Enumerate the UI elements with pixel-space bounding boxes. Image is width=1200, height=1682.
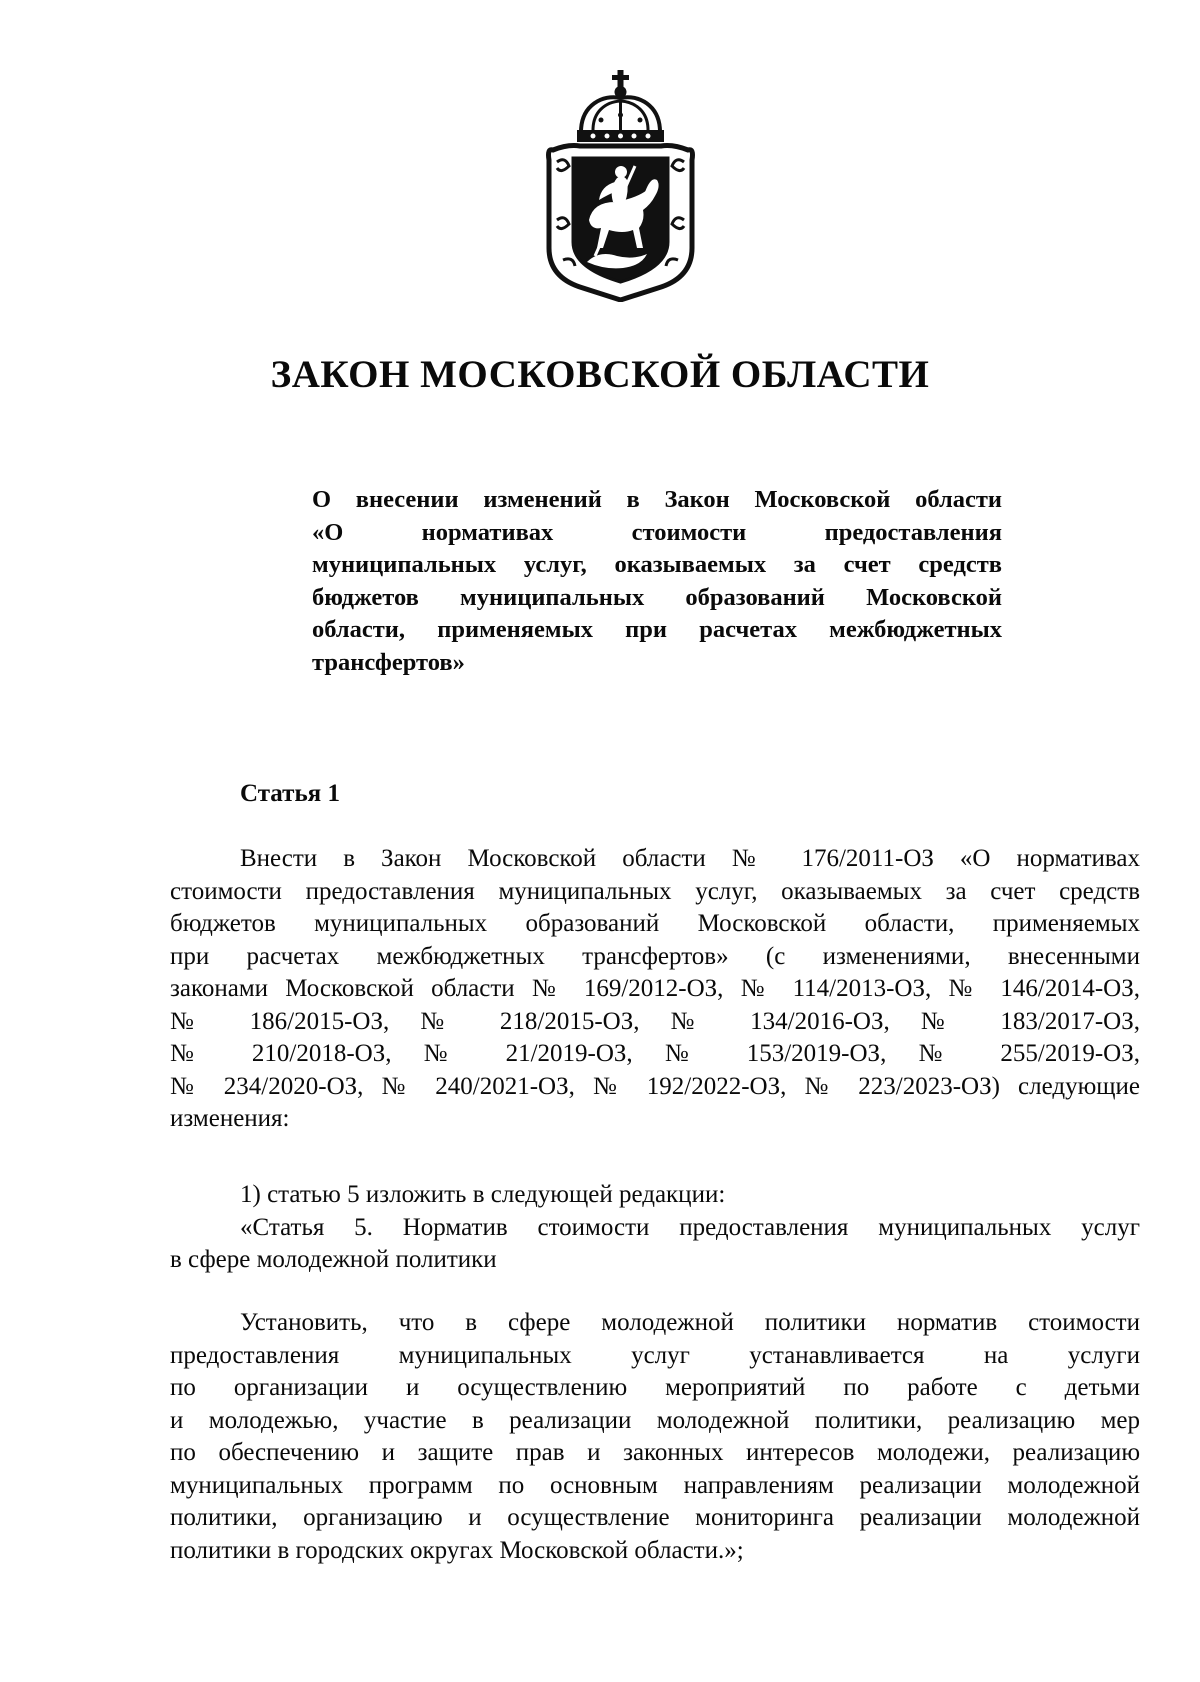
- paragraph-line: муниципальных программ по основным направлениям реализации молодежной: [170, 1471, 1140, 1499]
- article-paragraph-amendments: [170, 843, 1140, 1136]
- subtitle-line: муниципальных услуг, оказываемых за счет средств: [312, 551, 1002, 578]
- paragraph-line: и молодежью, участие в реализации молодежной политики, реализацию мер: [170, 1406, 1140, 1434]
- law-title: ЗАКОН МОСКОВСКОЙ ОБЛАСТИ: [270, 353, 930, 396]
- paragraph-line: предоставления муниципальных услуг устанавливается на услуги: [170, 1341, 1140, 1369]
- article-item-1: [170, 1179, 1140, 1277]
- paragraph-line: № 234/2020-ОЗ, № 240/2021-ОЗ, № 192/2022-ОЗ, № 223/2023-ОЗ) следующие: [170, 1072, 1140, 1100]
- paragraph-line: № 210/2018-ОЗ, № 21/2019-ОЗ, № 153/2019-ОЗ, № 255/2019-ОЗ,: [170, 1040, 1140, 1067]
- paragraph-line: «Статья 5. Норматив стоимости предоставления муниципальных услуг: [240, 1213, 1140, 1241]
- paragraph-line: стоимости предоставления муниципальных услуг, оказываемых за счет средств: [170, 877, 1140, 905]
- article-5-text: [170, 1307, 1140, 1567]
- paragraph-line: в сфере молодежной политики: [170, 1246, 497, 1273]
- paragraph-line: при расчетах межбюджетных трансфертов» (с изменениями, внесенными: [170, 942, 1140, 970]
- subtitle-line: «О нормативах стоимости предоставления: [312, 518, 1002, 546]
- paragraph-line: политики, организацию и осуществление мониторинга реализации молодежной: [170, 1504, 1140, 1531]
- paragraph-line: по организации и осуществлению мероприятий по работе с детьми: [170, 1374, 1140, 1401]
- paragraph-line: Внести в Закон Московской области № 176/2011-ОЗ «О нормативах: [240, 845, 1140, 872]
- law-subtitle: [312, 484, 1002, 679]
- paragraph-line: бюджетов муниципальных образований Московской области, применяемых: [170, 910, 1140, 937]
- subtitle-line: бюджетов муниципальных образований Московской: [312, 583, 1002, 611]
- article-heading: Статья 1: [240, 780, 340, 807]
- paragraph-line: по обеспечению и защите прав и законных интересов молодежи, реализацию: [170, 1439, 1140, 1466]
- subtitle-line: области, применяемых при расчетах межбюджетных: [312, 616, 1002, 643]
- subtitle-line: О внесении изменений в Закон Московской области: [312, 486, 1002, 513]
- paragraph-line: Установить, что в сфере молодежной политики норматив стоимости: [240, 1309, 1140, 1336]
- paragraph-line: изменения:: [170, 1105, 290, 1132]
- paragraph-line: № 186/2015-ОЗ, № 218/2015-ОЗ, № 134/2016-ОЗ, № 183/2017-ОЗ,: [170, 1007, 1140, 1035]
- moscow-region-coat-of-arms-icon: [543, 70, 698, 302]
- paragraph-line: 1) статью 5 изложить в следующей редакции:: [240, 1181, 726, 1208]
- paragraph-line: политики в городских округах Московской области.»;: [170, 1536, 744, 1564]
- subtitle-line: трансфертов»: [312, 648, 465, 676]
- paragraph-line: законами Московской области № 169/2012-ОЗ, № 114/2013-ОЗ, № 146/2014-ОЗ,: [170, 975, 1140, 1002]
